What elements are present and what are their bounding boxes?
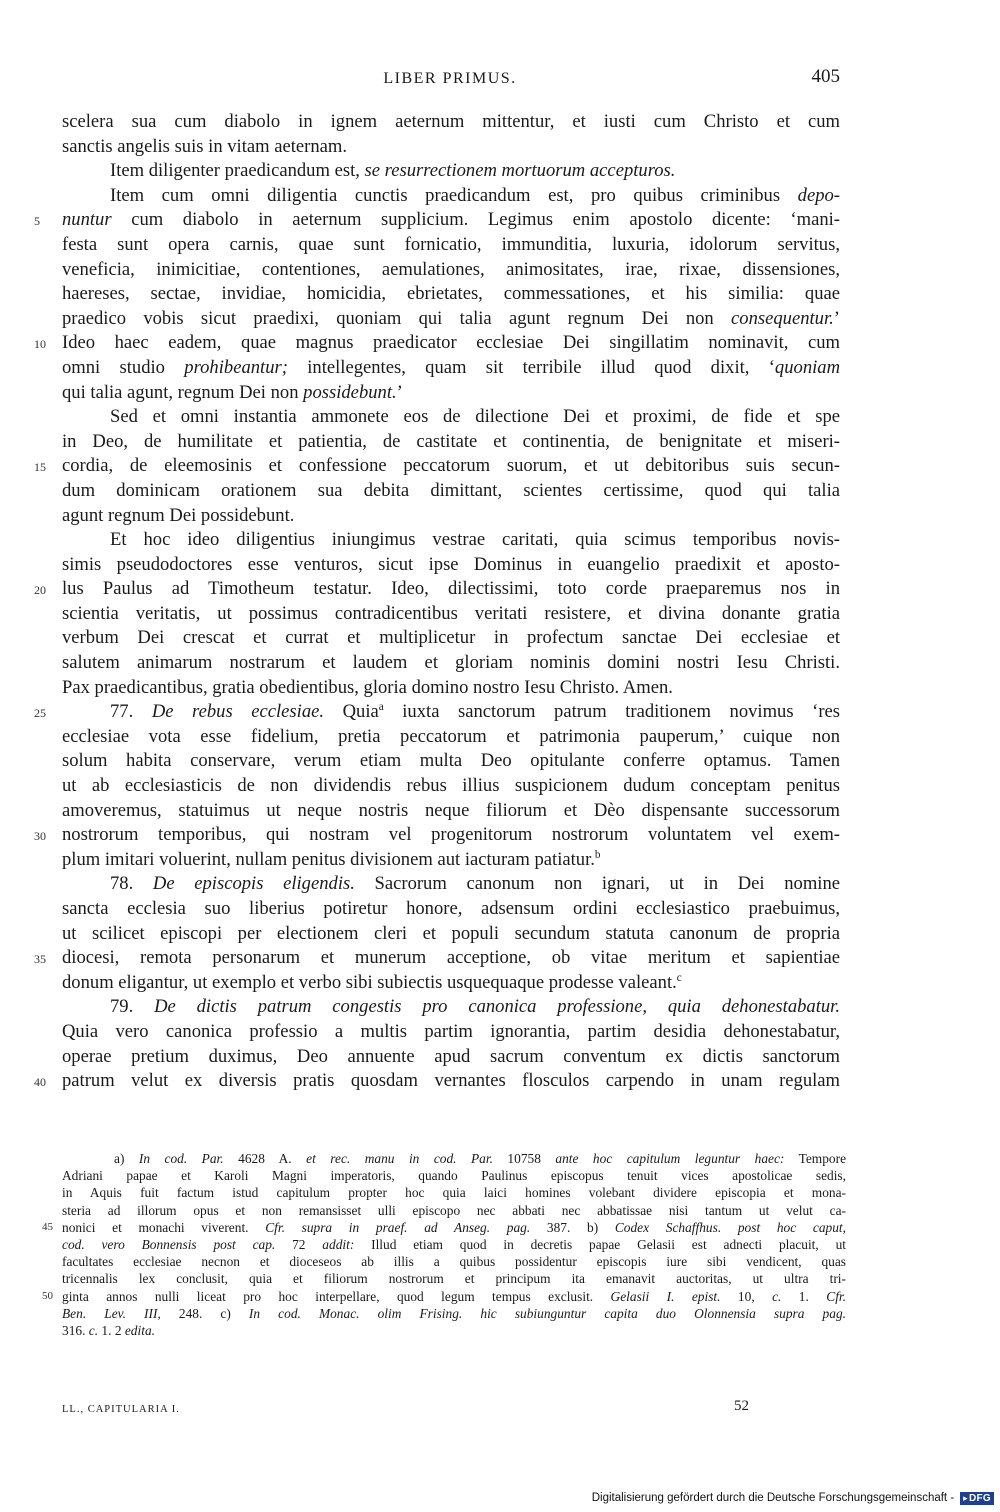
text-line: [62, 676, 840, 701]
text-segment: omni studio: [62, 356, 185, 378]
text-line: [62, 553, 840, 578]
text-line: [34, 331, 840, 356]
text-segment: scelera sua cum diabolo in ignem aeternum mittentur, et iusti cum Christo et cum: [62, 111, 840, 132]
text-segment: patrum velut ex diversis pratis quosdam vernantes flosculos carpendo in unam regulam: [62, 1070, 840, 1092]
text-segment: addit:: [322, 1236, 355, 1252]
text-segment: De rebus ecclesiae.: [151, 701, 325, 723]
line-number: 45: [42, 1220, 53, 1233]
text-segment: ecclesiae vota esse fidelium, pretia peccatorum et patrimonia pauperum,’ cuique non: [62, 725, 840, 747]
text-line: [62, 1045, 840, 1070]
text-line: [62, 504, 840, 529]
footnote-line: [62, 1322, 846, 1339]
text-segment: quoniam: [774, 356, 840, 378]
text-segment: edita.: [124, 1322, 155, 1338]
text-segment: ante hoc capitulum leguntur haec:: [555, 1151, 785, 1166]
text-segment: 387. b): [530, 1219, 615, 1235]
text-segment: Ideo haec eadem, quae magnus praedicator ecclesiae Dei singillatim nominavit, cum: [62, 332, 840, 354]
text-segment: depo-: [797, 184, 840, 206]
text-segment: 79.: [110, 996, 155, 1018]
text-line: [62, 995, 840, 1020]
footnotes-block: [42, 1150, 847, 1339]
text-segment: consequentur.: [731, 307, 834, 329]
line-number: 35: [34, 952, 46, 967]
text-segment: Et hoc ideo diligentius iniungimus vestrae caritati, quia scimus temporibus novis-: [110, 529, 840, 551]
text-segment: In cod. Par.: [138, 1151, 224, 1166]
text-segment: scientia veritatis, ut possimus contradicentibus veritati resistere, et divina donante gratia: [62, 602, 840, 624]
text-segment: Sed et omni instantia ammonete eos de dilectione Dei et proximi, de fide et spe: [110, 406, 840, 428]
footnote-line: [42, 1219, 846, 1236]
text-segment: possidebunt.: [303, 381, 397, 403]
text-segment: 1. 2: [98, 1322, 125, 1338]
text-segment: intellegentes, quam sit terribile illud quod dixit, ‘: [287, 356, 775, 378]
text-line: [62, 528, 840, 553]
text-line: [62, 159, 840, 184]
text-line: [62, 282, 840, 307]
text-segment: ut scilicet episcopi per electionem cleri et populi secundum statuta canonum de propria: [62, 922, 840, 944]
text-line: [62, 799, 840, 824]
text-segment: c.: [88, 1322, 99, 1338]
text-line: [34, 700, 841, 725]
text-segment: lus Paulus ad Timotheum testatur. Ideo, dilectissimi, toto corde praeparemus nos in: [62, 578, 840, 600]
text-segment: in Deo, de humilitate et patientia, de castitate et continentia, de benignitate et miseri-: [62, 430, 840, 452]
text-segment: ginta annos nulli liceat pro hoc interpellare, quod legum tempus exclusit.: [62, 1288, 611, 1304]
page-number: 405: [811, 66, 840, 87]
line-number: 30: [34, 829, 46, 844]
text-segment: Quia: [324, 701, 379, 723]
text-line: [62, 184, 840, 209]
text-segment: c.: [772, 1288, 782, 1304]
page-header: [60, 64, 840, 94]
text-segment: agunt regnum Dei possidebunt.: [62, 504, 295, 526]
sheet-number: 52: [734, 1398, 749, 1414]
footnote-line: [62, 1270, 846, 1287]
text-line: [62, 233, 840, 258]
text-line: [62, 602, 840, 627]
line-number: 20: [34, 583, 46, 598]
text-segment: se resurrectionem mortuorum accepturos.: [364, 160, 676, 182]
text-segment: solum habita conservare, verum etiam multa Deo opitulante conferre optamus. Tamen: [62, 750, 840, 772]
text-segment: 72: [275, 1236, 323, 1252]
text-segment: iuxta sanctorum patrum traditionem novimus ‘res: [383, 701, 841, 723]
text-segment: Quia vero canonica professio a multis partim ignorantia, partim desidia dehonestabatur,: [62, 1020, 840, 1042]
footnote-marker: a: [378, 701, 384, 714]
line-number: 25: [34, 706, 46, 721]
text-segment: amoveremus, statuimus ut neque nostris neque filiorum et Dèo dispensante successorum: [62, 799, 840, 821]
text-segment: nuntur: [62, 209, 112, 231]
text-segment: facultates ecclesiae necnon et dioceseos ab illis a quibus possidentur episcopis iure sibi vendicent, quas: [62, 1254, 846, 1270]
text-line: [62, 356, 840, 381]
text-segment: nostrorum temporibus, qui nostram vel progenitorum nostrorum voluntatem vel exem-: [62, 824, 840, 846]
text-segment: salutem animarum nostrarum et laudem et gloriam nominis domini nostri Iesu Christi.: [62, 652, 840, 674]
text-segment: veneficia, inimicitiae, contentiones, aemulationes, animositates, irae, rixae, dissensiones,: [62, 258, 840, 280]
main-text-block: [34, 110, 841, 1094]
text-segment: 78.: [110, 873, 153, 895]
text-segment: prohibeantur;: [184, 356, 288, 378]
text-segment: Cfr. supra in praef. ad Anseg. pag.: [265, 1219, 531, 1235]
text-segment: In cod. Monac. olim Frising. hic subiunguntur capita duo Olonnensia supra pag.: [248, 1305, 846, 1321]
page-footer: [62, 1398, 842, 1422]
line-number: 40: [34, 1075, 46, 1090]
text-segment: in Aquis fuit factum istud capitulum propter hoc quia laici homines volebant dividere episcopia et mona-: [62, 1185, 846, 1201]
text-line: [62, 381, 840, 406]
text-segment: tricennalis lex conclusit, quia et filiorum nostrorum et principum ita emanavit auctoritas, ut ultra tri-: [62, 1271, 846, 1287]
text-segment: Tempore: [784, 1151, 847, 1166]
text-segment: Gelasii I. epist.: [610, 1288, 721, 1304]
text-segment: Illud etiam quod in decretis papae Gelasii est adnecti placuit, ut: [354, 1236, 846, 1252]
line-number: 10: [34, 337, 46, 352]
footnote-line: [62, 1236, 846, 1253]
text-segment: diocesi, remota personarum et munerum acceptione, ob vitae meritum et sapientiae: [62, 947, 840, 969]
text-segment: cordia, de eleemosinis et confessione peccatorum suorum, et ut debitoribus suis secun-: [62, 455, 840, 477]
text-line: [34, 208, 840, 233]
text-segment: 77.: [110, 701, 152, 723]
line-number: 5: [34, 214, 40, 229]
text-line: [62, 1020, 840, 1045]
text-segment: Adriani papae et Karoli Magni imperatoris, quando Paulinus episcopus tenuit vices apostolicae sedis,: [62, 1168, 846, 1184]
footnote-line: [42, 1288, 846, 1305]
text-line: [62, 479, 840, 504]
text-segment: De dictis patrum congestis pro canonica professione, quia dehonestabatur.: [154, 996, 841, 1018]
text-segment: Item cum omni diligentia cunctis praedicandum est, pro quibus criminibus: [110, 184, 798, 206]
series-title: LL., CAPITULARIA I.: [62, 1404, 180, 1415]
text-segment: 248. c): [160, 1305, 249, 1321]
text-line: [34, 823, 840, 848]
text-segment: nonici et monachi viverent.: [62, 1219, 266, 1235]
line-number: 50: [42, 1289, 53, 1302]
text-segment: festa sunt opera carnis, quae sunt fornicatio, immunditia, luxuria, idolorum servitus,: [62, 233, 840, 255]
text-line: [62, 307, 840, 332]
footnote-line: [62, 1184, 846, 1201]
text-line: [34, 577, 840, 602]
text-segment: ’: [833, 307, 840, 329]
text-segment: qui talia agunt, regnum Dei non: [62, 381, 304, 403]
text-line: [62, 897, 840, 922]
text-line: [62, 430, 840, 455]
dfg-credit: [592, 1487, 994, 1509]
text-segment: Codex Schaffhus. post hoc caput,: [614, 1219, 846, 1235]
text-segment: sanctis angelis suis in vitam aeternam.: [62, 135, 348, 157]
text-line: [62, 135, 840, 160]
footnote-marker: c: [676, 971, 682, 984]
text-line: [62, 405, 840, 430]
text-segment: haereses, sectae, invidiae, homicidia, ebrietates, commessationes, et his similia: quae: [62, 283, 840, 305]
text-segment: Item diligenter praedicandum est,: [110, 160, 365, 182]
text-segment: ’: [396, 381, 403, 403]
text-segment: plum imitari voluerint, nullam penitus divisionem aut iacturam patiatur.: [62, 848, 595, 870]
text-line: [62, 848, 840, 873]
text-line: [34, 454, 840, 479]
text-segment: et rec. manu in cod. Par.: [306, 1151, 493, 1166]
text-line: [62, 971, 840, 996]
text-segment: sancta ecclesia suo liberius potiretur honore, adsensum ordini ecclesiastico praebuimus,: [62, 898, 840, 919]
text-segment: simis pseudodoctores esse venturos, sicut ipse Dominus in euangelio praedixit et aposto-: [62, 553, 840, 575]
text-line: [62, 626, 840, 651]
text-segment: Sacrorum canonum non ignari, ut in Dei nomine: [354, 873, 840, 895]
text-line: [62, 110, 840, 135]
text-segment: donum eligantur, ut exemplo et verbo sibi subiectis usquequaque prodesse valeant.: [62, 971, 677, 993]
text-segment: 1.: [781, 1288, 827, 1304]
running-title: LIBER PRIMUS.: [383, 70, 517, 87]
text-segment: 10,: [720, 1288, 773, 1304]
footnote-line: [62, 1305, 846, 1322]
text-segment: cum diabolo in aeternum supplicium. Legimus enim apostolo dicente: ‘mani-: [111, 209, 840, 231]
text-segment: cod. vero Bonnensis post cap.: [62, 1236, 276, 1252]
footnote-line: [62, 1167, 846, 1184]
dfg-logo: ▸ DFG: [960, 1492, 994, 1505]
text-segment: steria ad illorum opus et non remansisset ulli episcopo nec abbati nec abbatissae nisi tantum ut velut ca-: [62, 1202, 846, 1218]
text-line: [34, 946, 840, 971]
text-line: [62, 749, 840, 774]
text-segment: dum dominicam orationem sua debita dimittant, scientes certissime, quod qui talia: [62, 479, 840, 501]
text-segment: Ben. Lev. III,: [62, 1305, 161, 1321]
text-segment: a): [114, 1151, 139, 1166]
text-line: [62, 774, 840, 799]
text-line: [62, 922, 840, 947]
text-segment: 316.: [62, 1322, 89, 1338]
text-segment: operae pretium duximus, Deo annuente apud sacrum conventum ex dictis sanctorum: [62, 1045, 840, 1067]
text-segment: Pax praedicantibus, gratia obedientibus, gloria domino nostro Iesu Christo. Amen.: [62, 676, 673, 698]
footnote-line: [62, 1202, 846, 1219]
line-number: 15: [34, 460, 46, 475]
text-line: [62, 258, 840, 283]
text-segment: Cfr.: [826, 1288, 846, 1304]
text-line: [62, 725, 840, 750]
text-segment: De episcopis eligendis.: [152, 873, 355, 895]
footnote-line: [62, 1253, 846, 1270]
text-segment: verbum Dei crescat et currat et multiplicetur in profectum sanctae Dei ecclesiae et: [62, 627, 840, 649]
text-segment: ut ab ecclesiasticis de non dividendis rebus illius suspicionem dudum conceptam penitus: [62, 775, 840, 797]
text-line: [62, 651, 840, 676]
text-segment: praedico vobis sicut praedixi, quoniam qui talia agunt regnum Dei non: [62, 307, 732, 329]
footnote-marker: b: [594, 848, 601, 861]
credit-text: Digitalisierung gefördert durch die Deutsche Forschungsgemeinschaft -: [591, 1492, 955, 1504]
text-line: [62, 872, 840, 897]
text-segment: 4628 A.: [223, 1151, 307, 1166]
text-line: [34, 1069, 840, 1094]
text-segment: 10758: [492, 1151, 556, 1166]
footnote-line: [62, 1150, 846, 1167]
